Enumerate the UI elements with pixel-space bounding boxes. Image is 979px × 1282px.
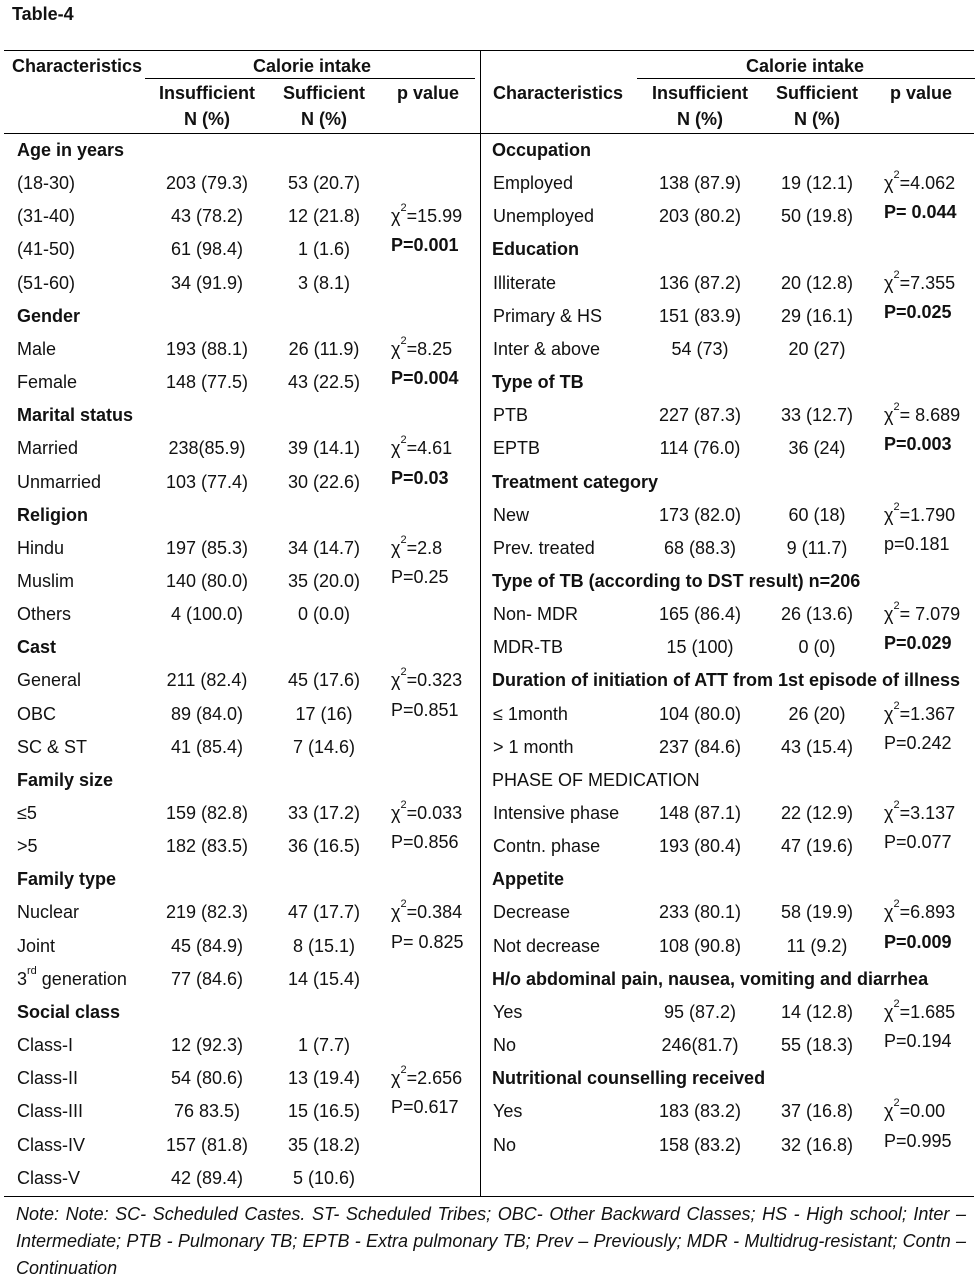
left-row-label: Class-V <box>17 1168 81 1188</box>
chi-superscript: 2 <box>893 998 900 1010</box>
right-p-value-cell: P=0.025 <box>884 302 952 322</box>
left-row-label: (18-30) <box>17 173 76 193</box>
right-insufficient-cell: 148 (87.1) <box>658 803 742 823</box>
right-sufficient-header: Sufficient <box>775 83 859 103</box>
right-row-label: ≤ 1month <box>493 704 568 724</box>
right-p-value-cell: P=0.029 <box>884 633 952 653</box>
left-p-value-cell: P=0.004 <box>391 368 459 388</box>
chi-value: =0.033 <box>406 803 463 823</box>
right-sufficient-cell: 32 (16.8) <box>780 1135 854 1155</box>
right-row-label: Yes <box>493 1002 523 1022</box>
right-insufficient-cell: 237 (84.6) <box>658 737 742 757</box>
right-row-label: Intensive phase <box>493 803 620 823</box>
chi-superscript: 2 <box>400 666 407 678</box>
left-sufficient-cell: 35 (20.0) <box>287 571 361 591</box>
right-row-label: Contn. phase <box>493 836 601 856</box>
chi-value: =2.656 <box>406 1068 463 1088</box>
left-row-label: OBC <box>17 704 57 724</box>
left-p-value-cell: P=0.851 <box>391 700 459 720</box>
right-row-label: Not decrease <box>493 936 601 956</box>
right-row-label: Non- MDR <box>493 604 579 624</box>
right-insufficient-n-header: N (%) <box>677 109 723 129</box>
left-insufficient-cell: 76 83.5) <box>173 1101 241 1121</box>
right-p-value-cell: P=0.194 <box>884 1031 952 1051</box>
chi-superscript: 2 <box>893 1097 900 1109</box>
left-group-label: Cast <box>17 637 57 657</box>
left-chi-square-cell <box>391 335 453 360</box>
right-group-label: Nutritional counselling received <box>492 1068 766 1088</box>
left-group-label: Marital status <box>17 405 134 425</box>
left-row-label: Married <box>17 438 79 458</box>
left-sufficient-cell: 35 (18.2) <box>287 1135 361 1155</box>
right-insufficient-cell: 54 (73) <box>671 339 729 359</box>
left-insufficient-cell: 45 (84.9) <box>170 936 244 956</box>
left-insufficient-cell: 140 (80.0) <box>165 571 249 591</box>
left-insufficient-cell: 182 (83.5) <box>165 836 249 856</box>
left-sufficient-cell: 33 (17.2) <box>287 803 361 823</box>
right-p-value-cell: p=0.181 <box>884 534 950 554</box>
left-sufficient-cell: 47 (17.7) <box>287 902 361 922</box>
chi-value: = 8.689 <box>899 405 961 425</box>
right-sufficient-cell: 60 (18) <box>788 505 846 525</box>
right-calorie-intake-header: Calorie intake <box>745 56 865 76</box>
right-row-label: New <box>493 505 530 525</box>
right-row-label: PTB <box>493 405 529 425</box>
right-insufficient-cell: 183 (83.2) <box>658 1101 742 1121</box>
chi-symbol: χ <box>391 902 401 922</box>
left-sufficient-cell: 34 (14.7) <box>287 538 361 558</box>
left-sufficient-cell: 17 (16) <box>295 704 353 724</box>
right-insufficient-cell: 136 (87.2) <box>658 273 742 293</box>
left-insufficient-cell: 157 (81.8) <box>165 1135 249 1155</box>
right-sufficient-cell: 55 (18.3) <box>780 1035 854 1055</box>
left-row-label: ≤5 <box>17 803 37 823</box>
chi-superscript: 2 <box>893 401 900 413</box>
right-sufficient-cell: 26 (20) <box>788 704 846 724</box>
bottom-rule <box>4 1196 974 1197</box>
right-sufficient-cell: 22 (12.9) <box>780 803 854 823</box>
chi-value: =0.384 <box>406 902 463 922</box>
left-sufficient-cell: 14 (15.4) <box>287 969 361 989</box>
left-sufficient-cell: 3 (8.1) <box>297 273 351 293</box>
chi-superscript: 2 <box>893 169 900 181</box>
chi-symbol: χ <box>391 670 401 690</box>
right-insufficient-header: Insufficient <box>651 83 749 103</box>
left-row-label: >5 <box>17 836 38 856</box>
left-row-label: Class-IV <box>17 1135 86 1155</box>
left-sufficient-cell: 13 (19.4) <box>287 1068 361 1088</box>
right-sufficient-cell: 0 (0) <box>798 637 836 657</box>
left-row-label: Muslim <box>17 571 74 591</box>
left-insufficient-cell: 41 (85.4) <box>170 737 244 757</box>
right-insufficient-cell: 104 (80.0) <box>658 704 742 724</box>
chi-value: = 7.079 <box>899 604 961 624</box>
left-row-label: Joint <box>17 936 56 956</box>
right-p-value-cell: P=0.995 <box>884 1131 952 1151</box>
right-row-label: Inter & above <box>493 339 601 359</box>
right-insufficient-cell: 95 (87.2) <box>663 1002 737 1022</box>
chi-superscript: 2 <box>400 1064 407 1076</box>
left-row-label: General <box>17 670 82 690</box>
right-row-label: Yes <box>493 1101 523 1121</box>
right-sufficient-cell: 9 (11.7) <box>786 538 848 558</box>
right-sufficient-n-header: N (%) <box>794 109 840 129</box>
left-row-label: (41-50) <box>17 239 76 259</box>
left-chi-square-cell <box>391 1064 463 1089</box>
left-sufficient-cell: 0 (0.0) <box>297 604 351 624</box>
row-label-sup: rd <box>27 965 37 977</box>
left-group-label: Gender <box>17 306 81 326</box>
header-rule <box>4 133 974 134</box>
right-chi-square-cell <box>884 700 956 725</box>
left-row-label: Class-I <box>17 1035 74 1055</box>
left-sufficient-cell: 1 (1.6) <box>297 239 351 259</box>
chi-superscript: 2 <box>893 269 900 281</box>
right-sufficient-cell: 11 (9.2) <box>786 936 848 956</box>
chi-superscript: 2 <box>893 700 900 712</box>
left-row-label: Female <box>17 372 78 392</box>
chi-symbol: χ <box>884 405 894 425</box>
right-group-label: H/o abdominal pain, nausea, vomiting and diarrhea <box>492 969 929 989</box>
right-sufficient-cell: 37 (16.8) <box>780 1101 854 1121</box>
left-insufficient-cell: 211 (82.4) <box>166 670 248 690</box>
left-sufficient-header: Sufficient <box>282 83 366 103</box>
left-sufficient-cell: 8 (15.1) <box>292 936 356 956</box>
left-row-label: (51-60) <box>17 273 76 293</box>
left-sufficient-cell: 26 (11.9) <box>288 339 360 359</box>
left-sufficient-n-header: N (%) <box>301 109 347 129</box>
left-p-value-cell: P=0.856 <box>391 832 459 852</box>
left-insufficient-cell: 4 (100.0) <box>170 604 244 624</box>
right-chi-square-cell <box>884 169 956 194</box>
left-insufficient-cell: 148 (77.5) <box>165 372 249 392</box>
chi-symbol: χ <box>884 1002 894 1022</box>
right-sufficient-cell: 19 (12.1) <box>780 173 854 193</box>
left-p-value-cell: P=0.03 <box>391 468 449 488</box>
right-sufficient-cell: 36 (24) <box>788 438 846 458</box>
chi-value: =4.062 <box>899 173 956 193</box>
right-insufficient-cell: 173 (82.0) <box>658 505 742 525</box>
left-insufficient-cell: 89 (84.0) <box>170 704 244 724</box>
right-row-label: Unemployed <box>493 206 595 226</box>
chi-superscript: 2 <box>400 534 407 546</box>
right-p-value-cell: P=0.077 <box>884 832 952 852</box>
chi-value: =1.367 <box>899 704 956 724</box>
left-row-label: (31-40) <box>17 206 76 226</box>
left-sufficient-cell: 5 (10.6) <box>292 1168 356 1188</box>
chi-superscript: 2 <box>893 600 900 612</box>
chi-symbol: χ <box>391 1068 401 1088</box>
left-chi-square-cell <box>391 202 463 227</box>
right-insufficient-cell: 138 (87.9) <box>658 173 742 193</box>
left-calorie-underline <box>145 78 475 79</box>
left-characteristics-header: Characteristics <box>12 56 143 76</box>
left-p-value-cell: P=0.617 <box>391 1097 459 1117</box>
chi-superscript: 2 <box>400 335 407 347</box>
right-row-label: Decrease <box>493 902 571 922</box>
left-row-label: Hindu <box>17 538 65 558</box>
chi-symbol: χ <box>391 339 401 359</box>
right-sufficient-cell: 26 (13.6) <box>780 604 854 624</box>
right-chi-square-cell <box>884 799 956 824</box>
right-insufficient-cell: 108 (90.8) <box>658 936 742 956</box>
chi-symbol: χ <box>884 803 894 823</box>
right-chi-square-cell <box>884 401 961 426</box>
right-insufficient-cell: 158 (83.2) <box>658 1135 742 1155</box>
right-row-label: Primary & HS <box>493 306 603 326</box>
left-p-value-cell: P=0.25 <box>391 567 449 587</box>
left-insufficient-cell: 34 (91.9) <box>170 273 244 293</box>
left-row-label: Class-III <box>17 1101 84 1121</box>
right-sufficient-cell: 33 (12.7) <box>780 405 854 425</box>
chi-value: =1.685 <box>899 1002 956 1022</box>
left-row-label <box>17 965 127 990</box>
right-chi-square-cell <box>884 1097 946 1122</box>
right-sufficient-cell: 58 (19.9) <box>780 902 854 922</box>
top-rule <box>4 50 974 51</box>
left-row-label: Unmarried <box>17 472 102 492</box>
left-sufficient-cell: 12 (21.8) <box>287 206 361 226</box>
right-chi-square-cell <box>884 501 956 526</box>
right-p-value-header: p value <box>890 83 953 103</box>
left-sufficient-cell: 36 (16.5) <box>287 836 361 856</box>
right-row-label: > 1 month <box>493 737 574 757</box>
right-sufficient-cell: 29 (16.1) <box>780 306 854 326</box>
right-row-label: EPTB <box>493 438 541 458</box>
left-insufficient-cell: 77 (84.6) <box>170 969 244 989</box>
row-label-text: 3 <box>17 969 28 989</box>
chi-value: =1.790 <box>899 505 956 525</box>
chi-superscript: 2 <box>400 202 407 214</box>
left-chi-square-cell <box>391 666 463 691</box>
left-insufficient-cell: 219 (82.3) <box>165 902 249 922</box>
left-group-label: Religion <box>17 505 88 525</box>
row-label-rest: generation <box>36 969 127 989</box>
chi-value: =8.25 <box>406 339 453 359</box>
left-insufficient-header: Insufficient <box>158 83 256 103</box>
left-insufficient-cell: 238(85.9) <box>168 438 246 458</box>
right-characteristics-header: Characteristics <box>493 83 624 103</box>
chi-symbol: χ <box>884 704 894 724</box>
left-insufficient-cell: 54 (80.6) <box>170 1068 244 1088</box>
left-sufficient-cell: 15 (16.5) <box>287 1101 361 1121</box>
chi-symbol: χ <box>884 273 894 293</box>
chi-symbol: χ <box>884 902 894 922</box>
right-sufficient-cell: 20 (27) <box>788 339 846 359</box>
chi-superscript: 2 <box>400 799 407 811</box>
left-sufficient-cell: 53 (20.7) <box>287 173 361 193</box>
right-insufficient-cell: 233 (80.1) <box>658 902 742 922</box>
left-calorie-intake-header: Calorie intake <box>252 56 372 76</box>
table-note: Note: Note: SC- Scheduled Castes. ST- Scheduled Tribes; OBC- Other Backward Classes; HS - High school; Inter – Intermediate; PTB - Pulmonary TB; EPTB - Extra pulmonary TB; Prev – Previously; MDR - Multidrug-resistant; Contn – Continuation <box>16 1204 966 1278</box>
left-insufficient-cell: 42 (89.4) <box>170 1168 244 1188</box>
chi-value: =2.8 <box>406 538 443 558</box>
right-sufficient-cell: 14 (12.8) <box>780 1002 854 1022</box>
left-sufficient-cell: 7 (14.6) <box>292 737 356 757</box>
right-group-label: Type of TB (according to DST result) n=206 <box>492 571 861 591</box>
table-title: Table-4 <box>12 4 74 24</box>
right-sufficient-cell: 20 (12.8) <box>780 273 854 293</box>
chi-superscript: 2 <box>893 799 900 811</box>
right-insufficient-cell: 15 (100) <box>666 637 734 657</box>
right-sufficient-cell: 47 (19.6) <box>780 836 854 856</box>
chi-symbol: χ <box>884 505 894 525</box>
right-insufficient-cell: 193 (80.4) <box>658 836 742 856</box>
left-insufficient-cell: 12 (92.3) <box>170 1035 244 1055</box>
left-row-label: Class-II <box>17 1068 79 1088</box>
left-chi-square-cell <box>391 434 453 459</box>
left-group-label: Family size <box>17 770 114 790</box>
left-row-label: Male <box>17 339 57 359</box>
left-sufficient-cell: 45 (17.6) <box>287 670 361 690</box>
left-group-label: Family type <box>17 869 117 889</box>
right-row-label: Prev. treated <box>493 538 595 558</box>
right-p-value-cell: P=0.242 <box>884 733 952 753</box>
left-p-value-header: p value <box>397 83 460 103</box>
right-insufficient-cell: 227 (87.3) <box>658 405 742 425</box>
left-group-label: Age in years <box>17 140 125 160</box>
right-sufficient-cell: 43 (15.4) <box>780 737 854 757</box>
left-insufficient-cell: 159 (82.8) <box>165 803 249 823</box>
right-chi-square-cell <box>884 998 956 1023</box>
chi-value: =3.137 <box>899 803 956 823</box>
left-sufficient-cell: 43 (22.5) <box>287 372 361 392</box>
left-sufficient-cell: 39 (14.1) <box>287 438 361 458</box>
right-calorie-underline <box>637 78 975 79</box>
chi-superscript: 2 <box>400 898 407 910</box>
right-p-value-cell: P=0.003 <box>884 434 952 454</box>
left-row-label: Others <box>17 604 72 624</box>
right-row-label: No <box>493 1135 517 1155</box>
right-group-label: Duration of initiation of ATT from 1st episode of illness <box>492 670 961 690</box>
right-insufficient-cell: 246(81.7) <box>661 1035 739 1055</box>
right-row-label: No <box>493 1035 517 1055</box>
chi-superscript: 2 <box>400 434 407 446</box>
right-group-label: Appetite <box>492 869 564 889</box>
right-p-value-cell: P=0.009 <box>884 932 952 952</box>
right-insufficient-cell: 165 (86.4) <box>658 604 742 624</box>
left-insufficient-cell: 197 (85.3) <box>165 538 249 558</box>
chi-symbol: χ <box>391 438 401 458</box>
chi-value: =4.61 <box>406 438 453 458</box>
right-row-label: MDR-TB <box>493 637 563 657</box>
right-row-label: Employed <box>493 173 574 193</box>
left-row-label: SC & ST <box>17 737 88 757</box>
left-insufficient-cell: 203 (79.3) <box>165 173 249 193</box>
right-chi-square-cell <box>884 600 961 625</box>
left-insufficient-cell: 61 (98.4) <box>170 239 244 259</box>
left-insufficient-cell: 43 (78.2) <box>170 206 244 226</box>
right-p-value-cell: P= 0.044 <box>884 202 957 222</box>
left-sufficient-cell: 1 (7.7) <box>297 1035 351 1055</box>
left-insufficient-cell: 193 (88.1) <box>165 339 249 359</box>
right-group-label: Occupation <box>492 140 592 160</box>
chi-superscript: 2 <box>893 898 900 910</box>
chi-superscript: 2 <box>893 501 900 513</box>
left-chi-square-cell <box>391 898 463 923</box>
right-group-label: Education <box>492 239 580 259</box>
chi-value: =0.323 <box>406 670 463 690</box>
left-p-value-cell: P=0.001 <box>391 235 459 255</box>
left-group-label: Social class <box>17 1002 121 1022</box>
left-row-label: Nuclear <box>17 902 80 922</box>
right-insufficient-cell: 151 (83.9) <box>658 306 742 326</box>
column-divider <box>480 50 481 1197</box>
left-insufficient-cell: 103 (77.4) <box>165 472 249 492</box>
left-chi-square-cell <box>391 799 463 824</box>
left-chi-square-cell <box>391 534 443 559</box>
chi-symbol: χ <box>391 803 401 823</box>
right-insufficient-cell: 203 (80.2) <box>658 206 742 226</box>
chi-symbol: χ <box>884 1101 894 1121</box>
right-chi-square-cell <box>884 898 956 923</box>
right-insufficient-cell: 68 (88.3) <box>663 538 737 558</box>
chi-value: =7.355 <box>899 273 956 293</box>
right-group-label: Treatment category <box>492 472 659 492</box>
right-insufficient-cell: 114 (76.0) <box>659 438 741 458</box>
chi-value: =0.00 <box>899 1101 946 1121</box>
right-row-label: Illiterate <box>493 273 557 293</box>
chi-symbol: χ <box>884 173 894 193</box>
left-insufficient-n-header: N (%) <box>184 109 230 129</box>
right-group-label: PHASE OF MEDICATION <box>492 770 700 790</box>
left-sufficient-cell: 30 (22.6) <box>287 472 361 492</box>
chi-value: =15.99 <box>406 206 463 226</box>
left-p-value-cell: P= 0.825 <box>391 932 464 952</box>
right-sufficient-cell: 50 (19.8) <box>780 206 854 226</box>
chi-symbol: χ <box>391 206 401 226</box>
right-chi-square-cell <box>884 269 956 294</box>
chi-symbol: χ <box>884 604 894 624</box>
chi-symbol: χ <box>391 538 401 558</box>
chi-value: =6.893 <box>899 902 956 922</box>
right-group-label: Type of TB <box>492 372 584 392</box>
